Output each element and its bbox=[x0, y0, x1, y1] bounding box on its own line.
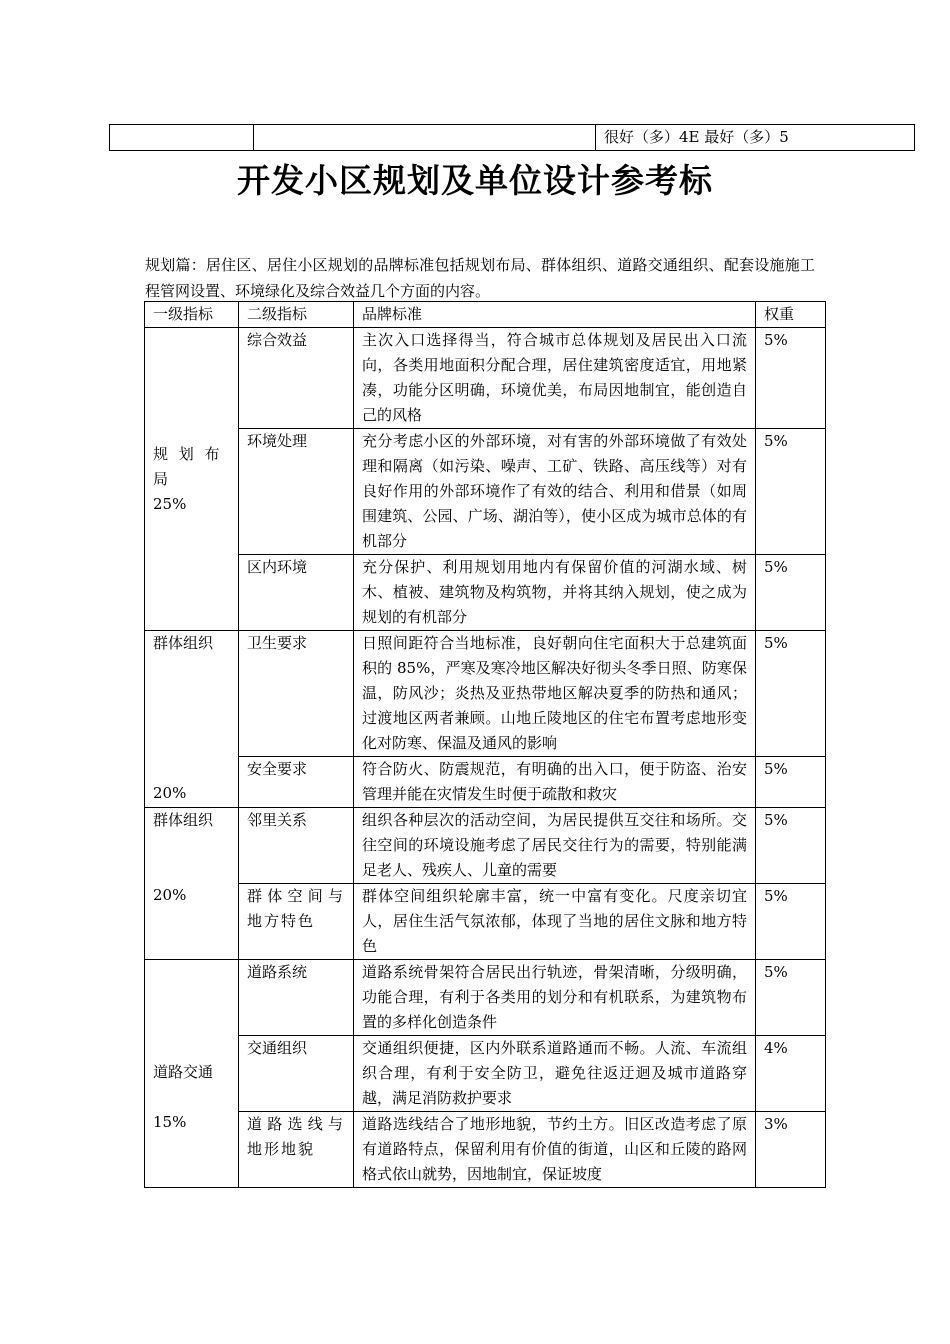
level1-cell bbox=[145, 631, 239, 808]
table-row bbox=[145, 808, 826, 884]
header-weight: 权重 bbox=[756, 302, 826, 328]
page-title: 开发小区规划及单位设计参考标 bbox=[237, 161, 713, 200]
standard-cell: 道路选线结合了地形地貌，节约土方。旧区改造考虑了原有道路特点，保留利用有价值的街道，山区和丘陵的路网格式依山就势，因地制宜，保证坡度 bbox=[354, 1112, 756, 1188]
weight-cell: 5% bbox=[756, 757, 826, 808]
header-level2: 二级指标 bbox=[239, 302, 354, 328]
level1-weight: 20% bbox=[153, 784, 187, 802]
table-row bbox=[145, 631, 826, 757]
level2-cell: 安全要求 bbox=[239, 757, 354, 808]
weight-cell: 4% bbox=[756, 1036, 826, 1112]
level2-cell: 道路系统 bbox=[239, 960, 354, 1036]
top-cell-1 bbox=[110, 125, 254, 151]
weight-cell: 5% bbox=[756, 808, 826, 884]
weight-cell: 5% bbox=[756, 884, 826, 960]
level2-cell: 环境处理 bbox=[239, 429, 354, 555]
top-cell-2 bbox=[254, 125, 596, 151]
standard-cell: 群体空间组织轮廓丰富，统一中富有变化。尺度亲切宜人，居住生活气氛浓郁，体现了当地的居住文脉和地方特色 bbox=[354, 884, 756, 960]
weight-cell: 5% bbox=[756, 555, 826, 631]
level1-name: 规 划 布 局 bbox=[153, 444, 223, 488]
table-row bbox=[145, 1112, 826, 1188]
level2-cell: 群体空间与地方特色 bbox=[239, 884, 354, 960]
level1-name: 群体组织 bbox=[153, 634, 214, 652]
standard-cell: 符合防火、防震规范，有明确的出入口，便于防盗、治安管理并能在灾情发生时便于疏散和救灾 bbox=[354, 757, 756, 808]
weight-cell: 5% bbox=[756, 960, 826, 1036]
level1-weight: 25% bbox=[153, 494, 187, 513]
header-standard: 品牌标准 bbox=[354, 302, 756, 328]
standard-cell: 充分考虑小区的外部环境，对有害的外部环境做了有效处理和隔离（如污染、噪声、工矿、铁路、高压线等）对有良好作用的外部环境作了有效的结合、利用和借景（如周围建筑、公园、广场、湖泊等），使小区成为城市总体的有机部分 bbox=[354, 429, 756, 555]
header-level1: 一级指标 bbox=[145, 302, 239, 328]
weight-cell: 5% bbox=[756, 631, 826, 757]
level2-cell: 卫生要求 bbox=[239, 631, 354, 757]
level2-cell: 区内环境 bbox=[239, 555, 354, 631]
level1-name: 道路交通 bbox=[153, 1063, 214, 1081]
table-row bbox=[145, 1036, 826, 1112]
level2-cell: 交通组织 bbox=[239, 1036, 354, 1112]
standards-table bbox=[144, 301, 826, 1188]
intro-paragraph: 规划篇：居住区、居住小区规划的品牌标准包括规划布局、群体组织、道路交通组织、配套设施施工程管网设置、环境绿化及综合效益几个方面的内容。 bbox=[145, 256, 815, 300]
table-row bbox=[110, 125, 915, 151]
table-row bbox=[145, 429, 826, 555]
standard-cell: 主次入口选择得当，符合城市总体规划及居民出入口流向，各类用地面积分配合理，居住建筑密度适宜，用地紧凑，功能分区明确，环境优美，布局因地制宜，能创造自己的风格 bbox=[354, 328, 756, 429]
level1-name: 群体组织 bbox=[153, 811, 214, 829]
weight-cell: 5% bbox=[756, 429, 826, 555]
table-row bbox=[145, 884, 826, 960]
weight-cell: 5% bbox=[756, 328, 826, 429]
level2-cell: 综合效益 bbox=[239, 328, 354, 429]
table-row bbox=[145, 328, 826, 429]
top-fragment-table bbox=[109, 124, 915, 151]
standard-cell: 交通组织便捷，区内外联系道路通而不畅。人流、车流组织合理，有利于安全防卫，避免往返迂迴及城市道路穿越，满足消防救护要求 bbox=[354, 1036, 756, 1112]
weight-cell: 3% bbox=[756, 1112, 826, 1188]
table-row bbox=[145, 555, 826, 631]
level1-cell bbox=[145, 808, 239, 960]
level1-cell bbox=[145, 328, 239, 631]
top-cell-3: 很好（多）4E 最好（多）5 bbox=[596, 125, 915, 151]
level1-weight: 20% bbox=[153, 886, 187, 904]
standard-cell: 组织各种层次的活动空间，为居民提供互交往和场所。交往空间的环境设施考虑了居民交往行为的需要，特别能满足老人、残疾人、儿童的需要 bbox=[354, 808, 756, 884]
table-row bbox=[145, 757, 826, 808]
standard-cell: 日照间距符合当地标准，良好朝向住宅面积大于总建筑面积的 85%，严寒及寒冷地区解决好彻头冬季日照、防寒保温，防风沙；炎热及亚热带地区解决夏季的防热和通风；过渡地区两者兼顾。山地丘陵地区的住宅布置考虑地形变化对防寒、保温及通风的影响 bbox=[354, 631, 756, 757]
table-header-row bbox=[145, 302, 826, 328]
standard-cell: 充分保护、利用规划用地内有保留价值的河湖水域、树木、植被、建筑物及构筑物，并将其纳入规划，使之成为规划的有机部分 bbox=[354, 555, 756, 631]
level2-cell: 道路选线与地形地貌 bbox=[239, 1112, 354, 1188]
level1-cell bbox=[145, 960, 239, 1188]
standard-cell: 道路系统骨架符合居民出行轨迹，骨架清晰，分级明确，功能合理，有利于各类用的划分和有机联系，为建筑物布置的多样化创造条件 bbox=[354, 960, 756, 1036]
level2-cell: 邻里关系 bbox=[239, 808, 354, 884]
level1-weight: 15% bbox=[153, 1113, 187, 1131]
table-row bbox=[145, 960, 826, 1036]
